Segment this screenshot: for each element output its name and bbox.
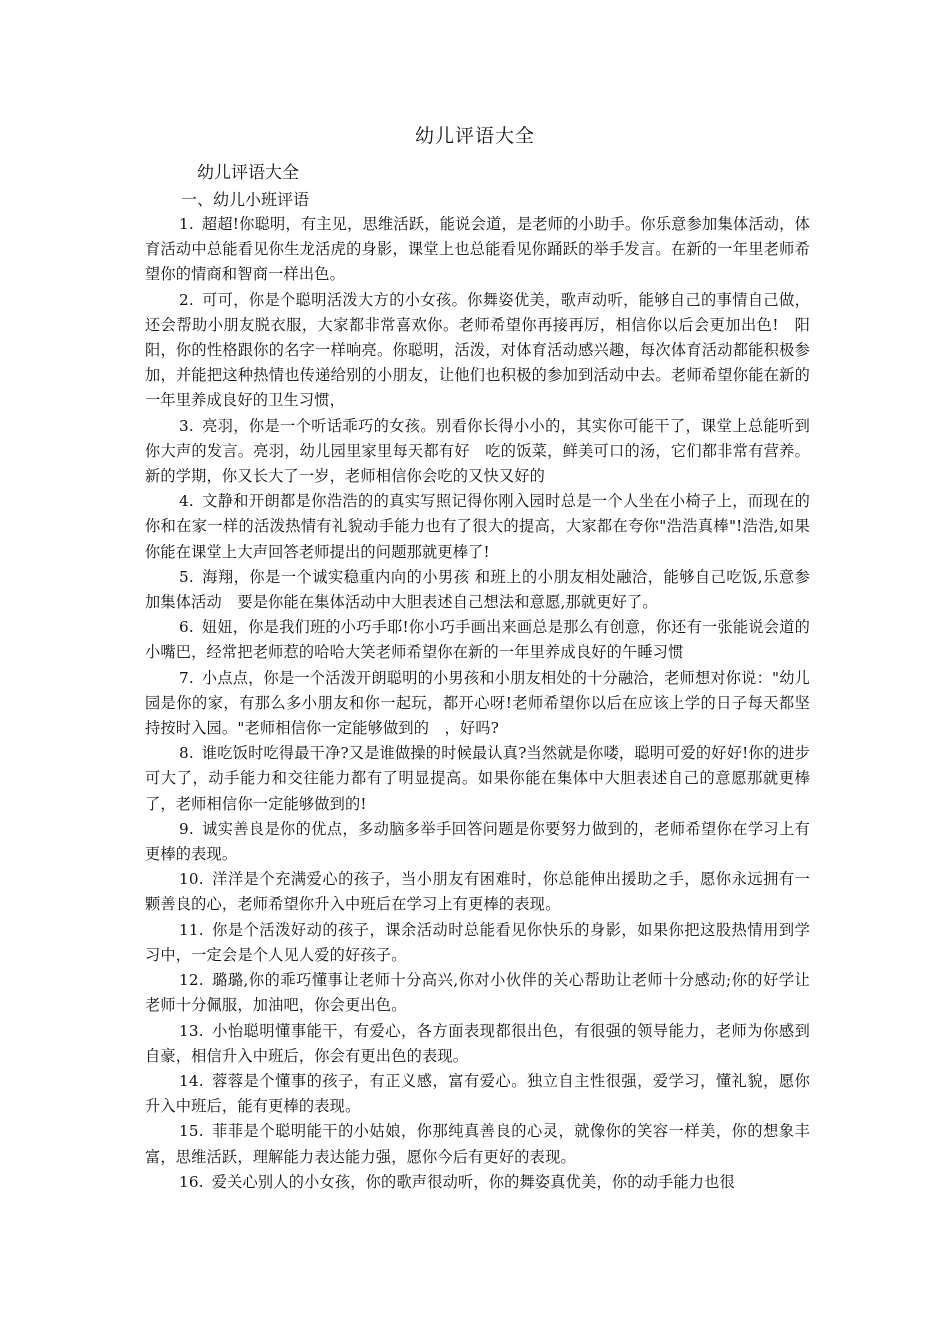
item-text: 小怡聪明懂事能干，有爱心，各方面表现都很出色，有很强的领导能力，老师为你感到自豪，相信升入中班后，你会有更出色的表现。 [145, 1021, 810, 1065]
comment-item [145, 414, 810, 490]
comment-item [145, 817, 810, 867]
item-number: 16. [179, 1172, 204, 1191]
item-text: 海翔，你是一个诚实稳重内向的小男孩 和班上的小朋友相处融洽，能够自己吃饭,乐意参加集体活动 要是你能在集体活动中大胆表述自己想法和意愿,那就更好了。 [145, 567, 810, 612]
section-heading: 一、幼儿小班评语 [181, 190, 310, 209]
item-text: 菲菲是个聪明能干的小姑娘，你那纯真善良的心灵，就像你的笑容一样美，你的想象丰富，思维活跃，理解能力表达能力强，愿你今后有更好的表现。 [145, 1122, 810, 1166]
item-number: 9. [179, 819, 194, 838]
item-number: 12. [179, 971, 204, 990]
comment-item [145, 489, 810, 565]
item-number: 13. [179, 1021, 204, 1040]
item-number: 2. [179, 290, 194, 309]
item-text: 爱关心别人的小女孩，你的歌声很动听，你的舞姿真优美，你的动手能力也很 [211, 1172, 735, 1191]
item-number: 1. [179, 215, 194, 233]
item-number: 4. [179, 492, 194, 511]
comment-item [145, 968, 810, 1018]
item-text: 洋洋是个充满爱心的孩子，当小朋友有困难时，你总能伸出援助之手，愿你永远拥有一颗善良的心，老师希望你升入中班后在学习上有更棒的表现。 [145, 870, 810, 914]
comment-item [145, 1069, 810, 1119]
comment-list [145, 212, 810, 1195]
item-text: 你是个活泼好动的孩子，课余活动时总能看见你快乐的身影，如果你把这股热情用到学习中，一定会是个人见人爱的好孩子。 [145, 920, 810, 964]
document-subtitle: 幼儿评语大全 [197, 163, 299, 183]
comment-item [145, 867, 810, 917]
item-text: 可可，你是个聪明活泼大方的小女孩。你舞姿优美，歌声动听，能够自己的事情自己做，还会帮助小朋友脱衣服，大家都非常喜欢你。老师希望你再接再厉，相信你以后会更加出色! 阳阳，你的性格跟你的名字一样响亮。你聪明，活泼，对体育活动感兴趣，每次体育活动都能积极参加，并能把这种热情也传递给别的小朋友，让他们也积极的参加到活动中去。老师希望你能在新的一年里养成良好的卫生习惯， [145, 290, 810, 410]
comment-item [145, 918, 810, 968]
item-text: 妞妞，你是我们班的小巧手耶!你小巧手画出来画总是那么有创意，你还有一张能说会道的小嘴巴，经常把老师惹的哈哈大笑老师希望你在新的一年里养成良好的午睡习惯 [145, 618, 810, 662]
item-number: 6. [179, 618, 194, 637]
comment-item [145, 615, 810, 665]
comment-item [145, 565, 810, 615]
item-number: 5. [179, 567, 194, 586]
comment-item [145, 1119, 810, 1169]
item-text: 蓉蓉是个懂事的孩子，有正义感，富有爱心。独立自主性很强，爱学习，懂礼貌，愿你升入中班后，能有更棒的表现。 [145, 1071, 810, 1116]
item-text: 诚实善良是你的优点，多动脑多举手回答问题是你要努力做到的，老师希望你在学习上有更棒的表现。 [145, 819, 810, 864]
item-number: 7. [179, 668, 194, 687]
item-number: 10. [179, 870, 204, 889]
item-text: 超超!你聪明，有主见，思维活跃，能说会道，是老师的小助手。你乐意参加集体活动，体育活动中总能看见你生龙活虎的身影，课堂上也总能看见你踊跃的举手发言。在新的一年里老师希望你的情商和智商一样出色。 [145, 215, 810, 284]
item-number: 15. [179, 1122, 204, 1141]
comment-item [145, 1170, 810, 1195]
document-body [145, 160, 810, 1195]
item-text: 谁吃饭时吃得最干净?又是谁做操的时候最认真?当然就是你喽，聪明可爱的好好!你的进步可大了，动手能力和交往能力都有了明显提高。如果你能在集体中大胆表述自己的意愿那就更棒了，老师相信你一定能够做到的! [145, 744, 810, 813]
item-number: 3. [179, 416, 194, 435]
item-number: 11. [179, 920, 204, 939]
item-number: 14. [179, 1071, 204, 1090]
comment-item [145, 666, 810, 742]
item-text: 文静和开朗都是你浩浩的的真实写照记得你刚入园时总是一个人坐在小椅子上，而现在的你和在家一样的活泼热情有礼貌动手能力也有了很大的提高，大家都在夸你"浩浩真棒"!浩浩,如果你能在课堂上大声回答老师提出的问题那就更棒了! [145, 492, 810, 561]
item-text: 璐璐,你的乖巧懂事让老师十分高兴,你对小伙伴的关心帮助让老师十分感动;你的好学让老师十分佩服，加油吧，你会更出色。 [145, 971, 810, 1015]
comment-item [145, 288, 810, 414]
item-text: 小点点，你是一个活泼开朗聪明的小男孩和小朋友相处的十分融洽，老师想对你说："幼儿园是你的家，有那么多小朋友和你一起玩，都开心呀!老师希望你以后在应该上学的日子每天都坚持按时入园。"老师相信你一定能够做到的 ，好吗? [145, 668, 810, 738]
comment-item [145, 1019, 810, 1069]
document-title: 幼儿评语大全 [414, 125, 535, 147]
comment-item [145, 741, 810, 817]
item-number: 8. [179, 744, 194, 763]
comment-item [145, 212, 810, 288]
item-text: 亮羽，你是一个听话乖巧的女孩。别看你长得小小的，其实你可能干了，课堂上总能听到你大声的发言。亮羽，幼儿园里家里每天都有好 吃的饭菜，鲜美可口的汤，它们都非常有营养。新的学期，你又长大了一岁，老师相信你会吃的又快又好的 [145, 416, 810, 486]
